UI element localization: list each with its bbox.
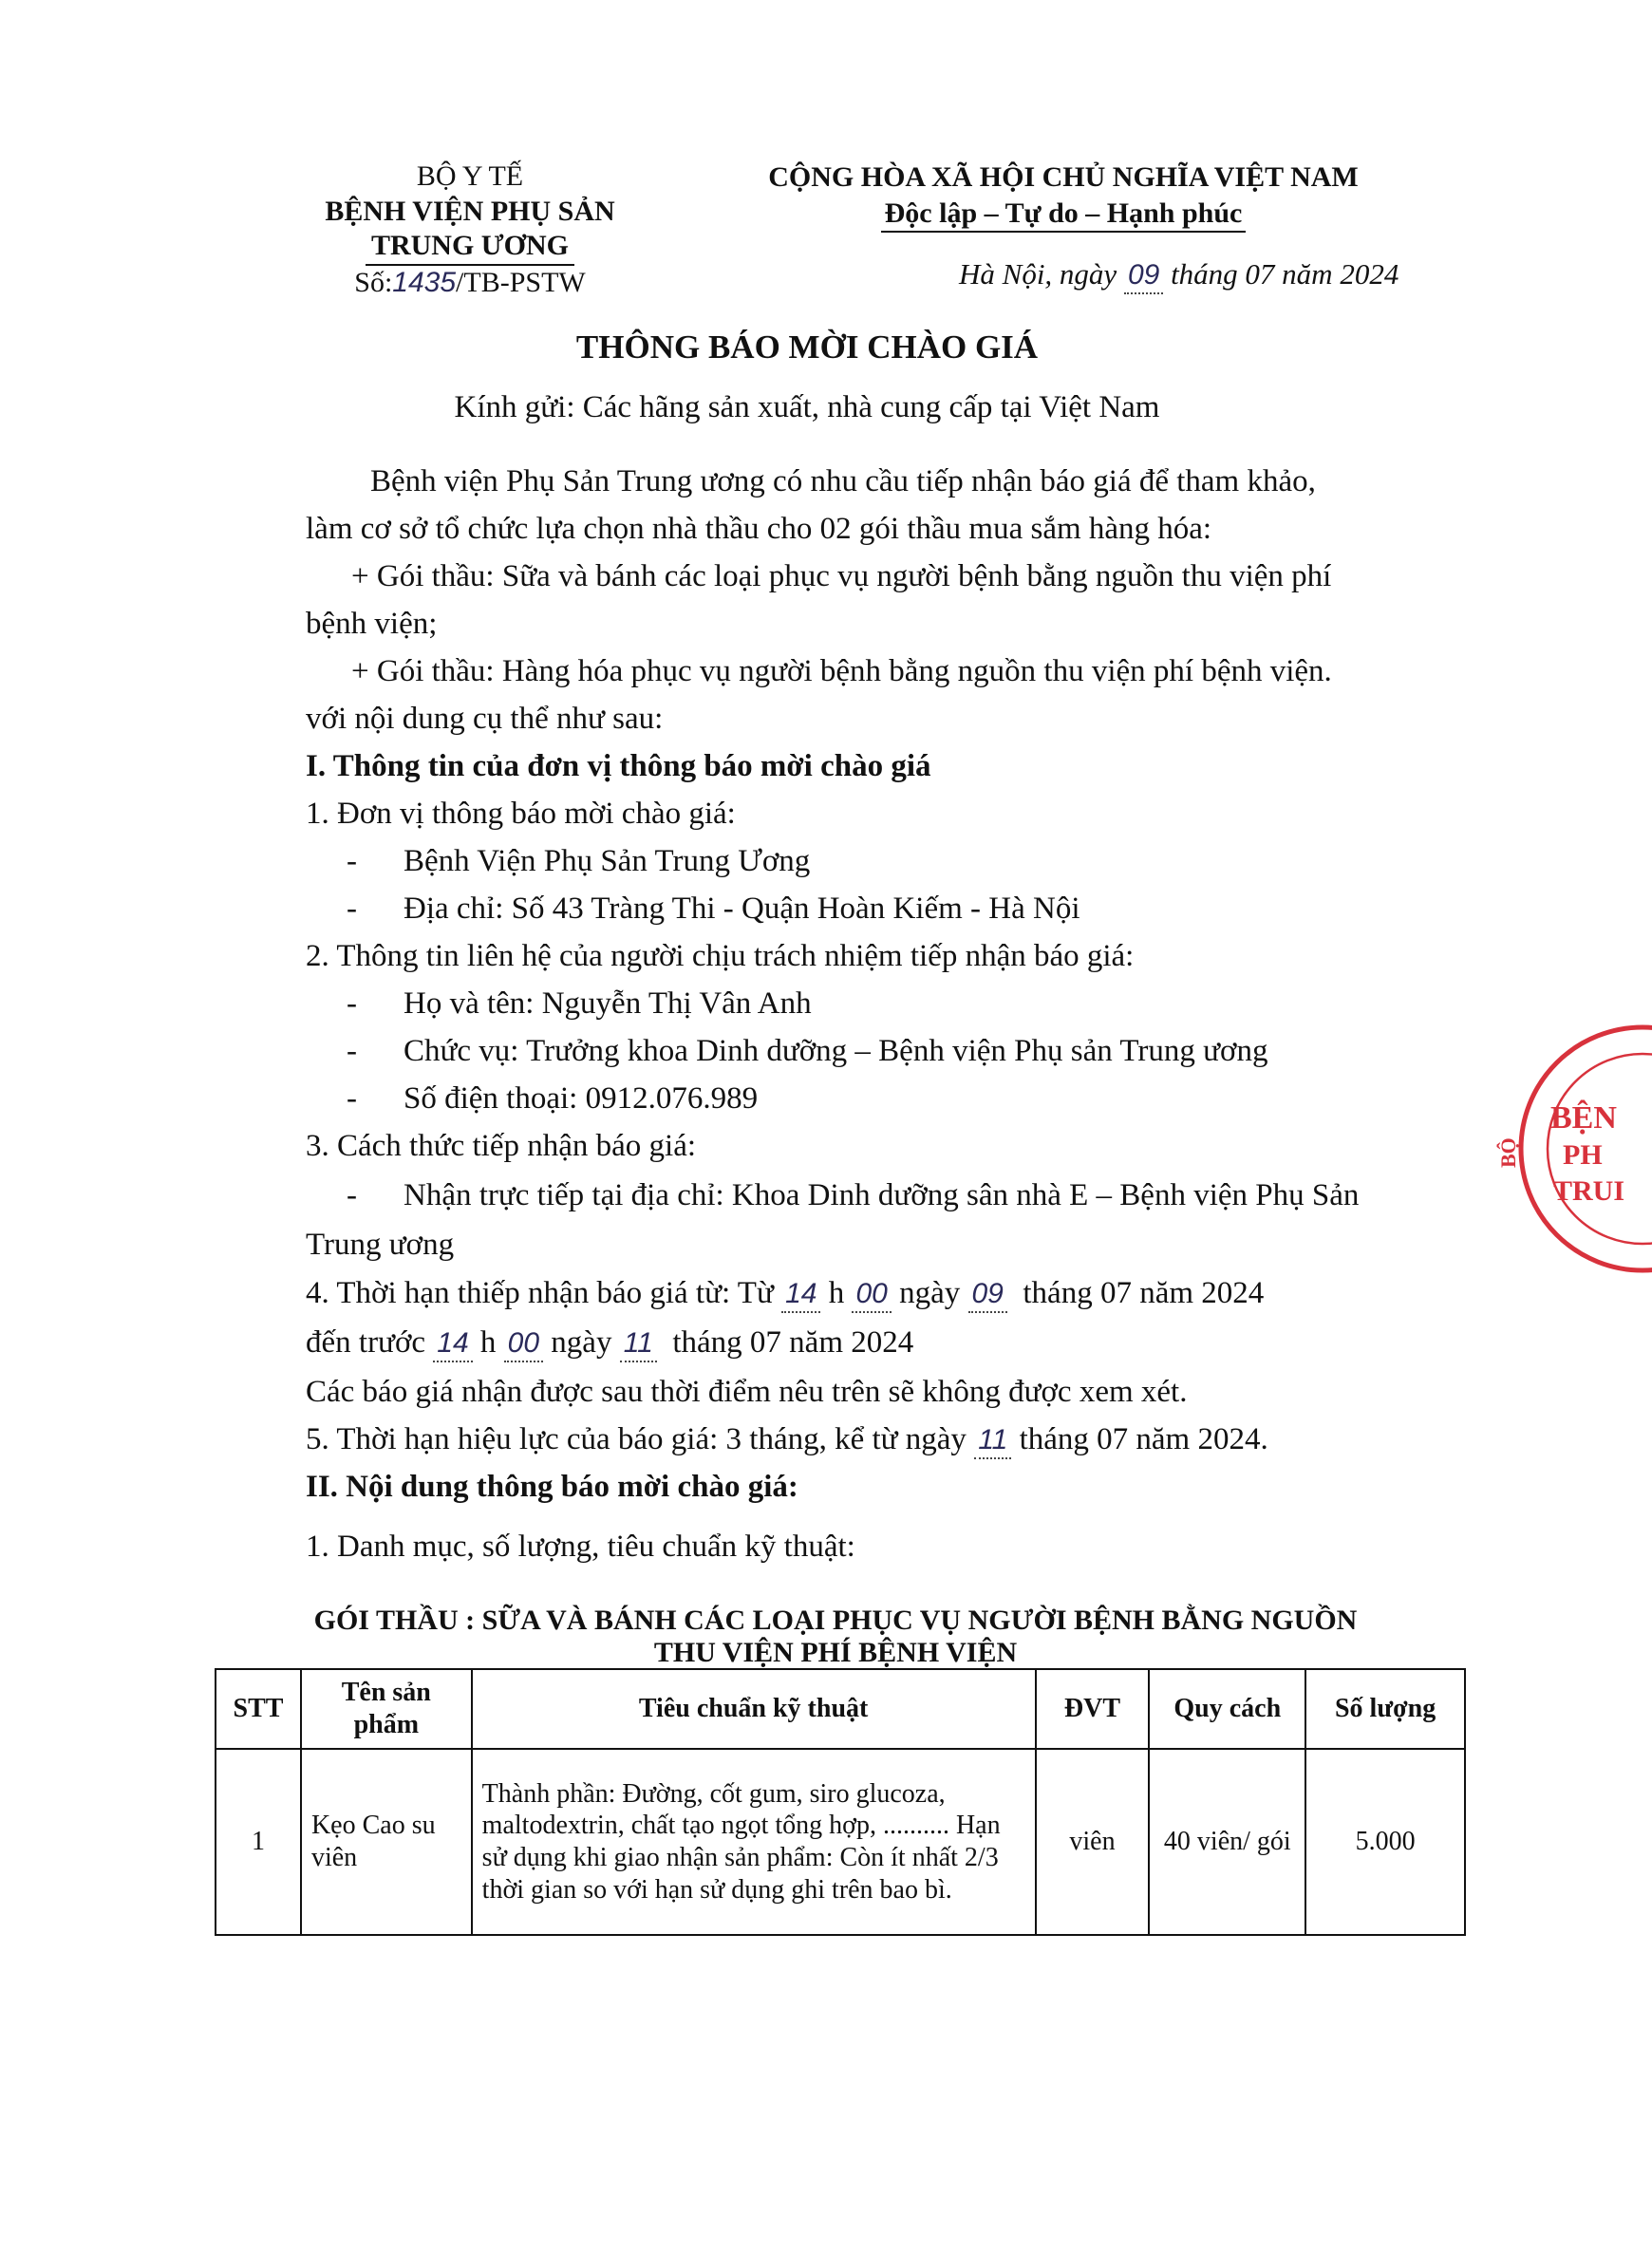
unit-name: Bệnh Viện Phụ Sản Trung Ương — [404, 844, 811, 878]
intro-line-3: với nội dung cụ thể như sau: — [306, 702, 664, 736]
column-header: Quy cách — [1149, 1669, 1305, 1749]
document-date: Hà Nội, ngày 09 tháng 07 năm 2024 — [959, 256, 1399, 294]
intro-line-1: Bệnh viện Phụ Sản Trung ương có nhu cầu tiếp nhận báo giá để tham khảo, — [370, 464, 1316, 498]
dash-bullet: - — [347, 986, 357, 1021]
contact-name-line — [347, 986, 812, 1023]
validity-line: 5. Thời hạn hiệu lực của báo giá: 3 tháng, kể từ ngày 11 tháng 07 năm 2024. — [306, 1421, 1268, 1459]
contact-phone-line — [347, 1080, 758, 1118]
to-day-handwritten: 11 — [620, 1326, 657, 1362]
package-1-line-b: bệnh viện; — [306, 607, 438, 641]
package-1-line-a: + Gói thầu: Sữa và bánh các loại phục vụ người bệnh bằng nguồn thu viện phí — [351, 559, 1332, 593]
receive-method-line — [347, 1177, 1359, 1215]
cell-quantity: 5.000 — [1305, 1749, 1465, 1935]
column-header: Tiêu chuẩn kỹ thuật — [472, 1669, 1036, 1749]
unit-name-line — [347, 843, 810, 881]
svg-text:BỘ: BỘ — [1496, 1137, 1520, 1168]
to-minute-handwritten: 00 — [504, 1326, 543, 1362]
contact-position-line — [347, 1033, 1267, 1071]
section-2-item-1: 1. Danh mục, số lượng, tiêu chuẩn kỹ thuật: — [306, 1530, 855, 1564]
package-2-line: + Gói thầu: Hàng hóa phục vụ người bệnh bằng nguồn thu viện phí bệnh viện. — [351, 654, 1332, 688]
to-hour-handwritten: 14 — [433, 1326, 472, 1362]
dash-bullet: - — [347, 1178, 357, 1212]
dash-bullet: - — [347, 892, 357, 926]
dash-bullet: - — [347, 1081, 357, 1116]
contact-position: Chức vụ: Trưởng khoa Dinh dưỡng – Bệnh viện Phụ sản Trung ương — [404, 1034, 1268, 1068]
table-row — [216, 1749, 1465, 1935]
column-header: Số lượng — [1305, 1669, 1465, 1749]
late-quote-note: Các báo giá nhận được sau thời điểm nêu trên sẽ không được xem xét. — [306, 1375, 1188, 1409]
contact-name: Họ và tên: Nguyễn Thị Vân Anh — [404, 986, 812, 1021]
svg-text:BỆN: BỆN — [1550, 1100, 1617, 1136]
section-1-heading: I. Thông tin của đơn vị thông báo mời chào giá — [306, 749, 931, 783]
contact-phone: Số điện thoại: 0912.076.989 — [404, 1081, 759, 1116]
section-1-item-3: 3. Cách thức tiếp nhận báo giá: — [306, 1129, 697, 1163]
date-day-handwritten: 09 — [1124, 258, 1163, 294]
ministry-name: BỘ Y TẾ — [416, 160, 524, 192]
cell-stt: 1 — [216, 1749, 301, 1935]
column-header: ĐVT — [1036, 1669, 1150, 1749]
table-header-row — [216, 1669, 1465, 1749]
org-name-line2: TRUNG ƯƠNG — [366, 229, 574, 266]
from-minute-handwritten: 00 — [852, 1277, 891, 1313]
svg-text:TRUI: TRUI — [1553, 1175, 1625, 1207]
receive-method-cont: Trung ương — [306, 1228, 455, 1262]
nation-name: CỘNG HÒA XÃ HỘI CHỦ NGHĨA VIỆT NAM — [768, 161, 1359, 193]
column-header: STT — [216, 1669, 301, 1749]
cell-packing: 40 viên/ gói — [1149, 1749, 1305, 1935]
address-line — [347, 891, 1079, 929]
document-number: Số:1435/TB-PSTW — [354, 266, 586, 298]
document-title: THÔNG BÁO MỜI CHÀO GIÁ — [575, 329, 1039, 366]
receive-method: Nhận trực tiếp tại địa chỉ: Khoa Dinh dưỡng sân nhà E – Bệnh viện Phụ Sản — [404, 1178, 1360, 1212]
column-header: Tên sản phẩm — [301, 1669, 472, 1749]
section-1-item-1: 1. Đơn vị thông báo mời chào giá: — [306, 797, 736, 831]
from-day-handwritten: 09 — [968, 1277, 1007, 1313]
section-1-item-2: 2. Thông tin liên hệ của người chịu trách nhiệm tiếp nhận báo giá: — [306, 939, 1135, 973]
nation-block — [722, 160, 1405, 233]
cell-spec: Thành phần: Đường, cốt gum, siro glucoza, maltodextrin, chất tạo ngọt tổng hợp, .......... Hạn sử dụng khi giao nhận sản phẩm: Còn ít nhất 2/3 thời gian so với hạn sử dụng ghi trên bao bì. — [472, 1749, 1036, 1935]
items-table — [215, 1668, 1466, 1936]
deadline-to-line: đến trước 14 h 00 ngày 11 tháng 07 năm 2024 — [306, 1324, 913, 1362]
address: Địa chỉ: Số 43 Tràng Thi - Quận Hoàn Kiếm - Hà Nội — [404, 892, 1080, 926]
dash-bullet: - — [347, 1034, 357, 1068]
cell-unit: viên — [1036, 1749, 1150, 1935]
validity-day-handwritten: 11 — [974, 1423, 1011, 1459]
document-number-handwritten: 1435 — [392, 266, 457, 298]
svg-text:PH: PH — [1563, 1139, 1603, 1171]
issuer-block — [294, 160, 646, 300]
official-stamp — [1462, 1016, 1652, 1282]
org-name-line1: BỆNH VIỆN PHỤ SẢN — [325, 195, 615, 227]
section-2-heading: II. Nội dung thông báo mời chào giá: — [306, 1470, 798, 1504]
dash-bullet: - — [347, 844, 357, 878]
package-title: GÓI THẦU : SỮA VÀ BÁNH CÁC LOẠI PHỤC VỤ NGƯỜI BỆNH BẰNG NGUỒN THU VIỆN PHÍ BỆNH VIỆN — [313, 1605, 1358, 1668]
deadline-from-line: 4. Thời hạn thiếp nhận báo giá từ: Từ 14 h 00 ngày 09 tháng 07 năm 2024 — [306, 1275, 1264, 1313]
recipient-line: Kính gửi: Các hãng sản xuất, nhà cung cấp tại Việt Nam — [454, 390, 1160, 424]
motto: Độc lập – Tự do – Hạnh phúc — [881, 196, 1247, 234]
from-hour-handwritten: 14 — [781, 1277, 820, 1313]
intro-line-2: làm cơ sở tổ chức lựa chọn nhà thầu cho 02 gói thầu mua sắm hàng hóa: — [306, 512, 1212, 546]
cell-product: Kẹo Cao su viên — [301, 1749, 472, 1935]
